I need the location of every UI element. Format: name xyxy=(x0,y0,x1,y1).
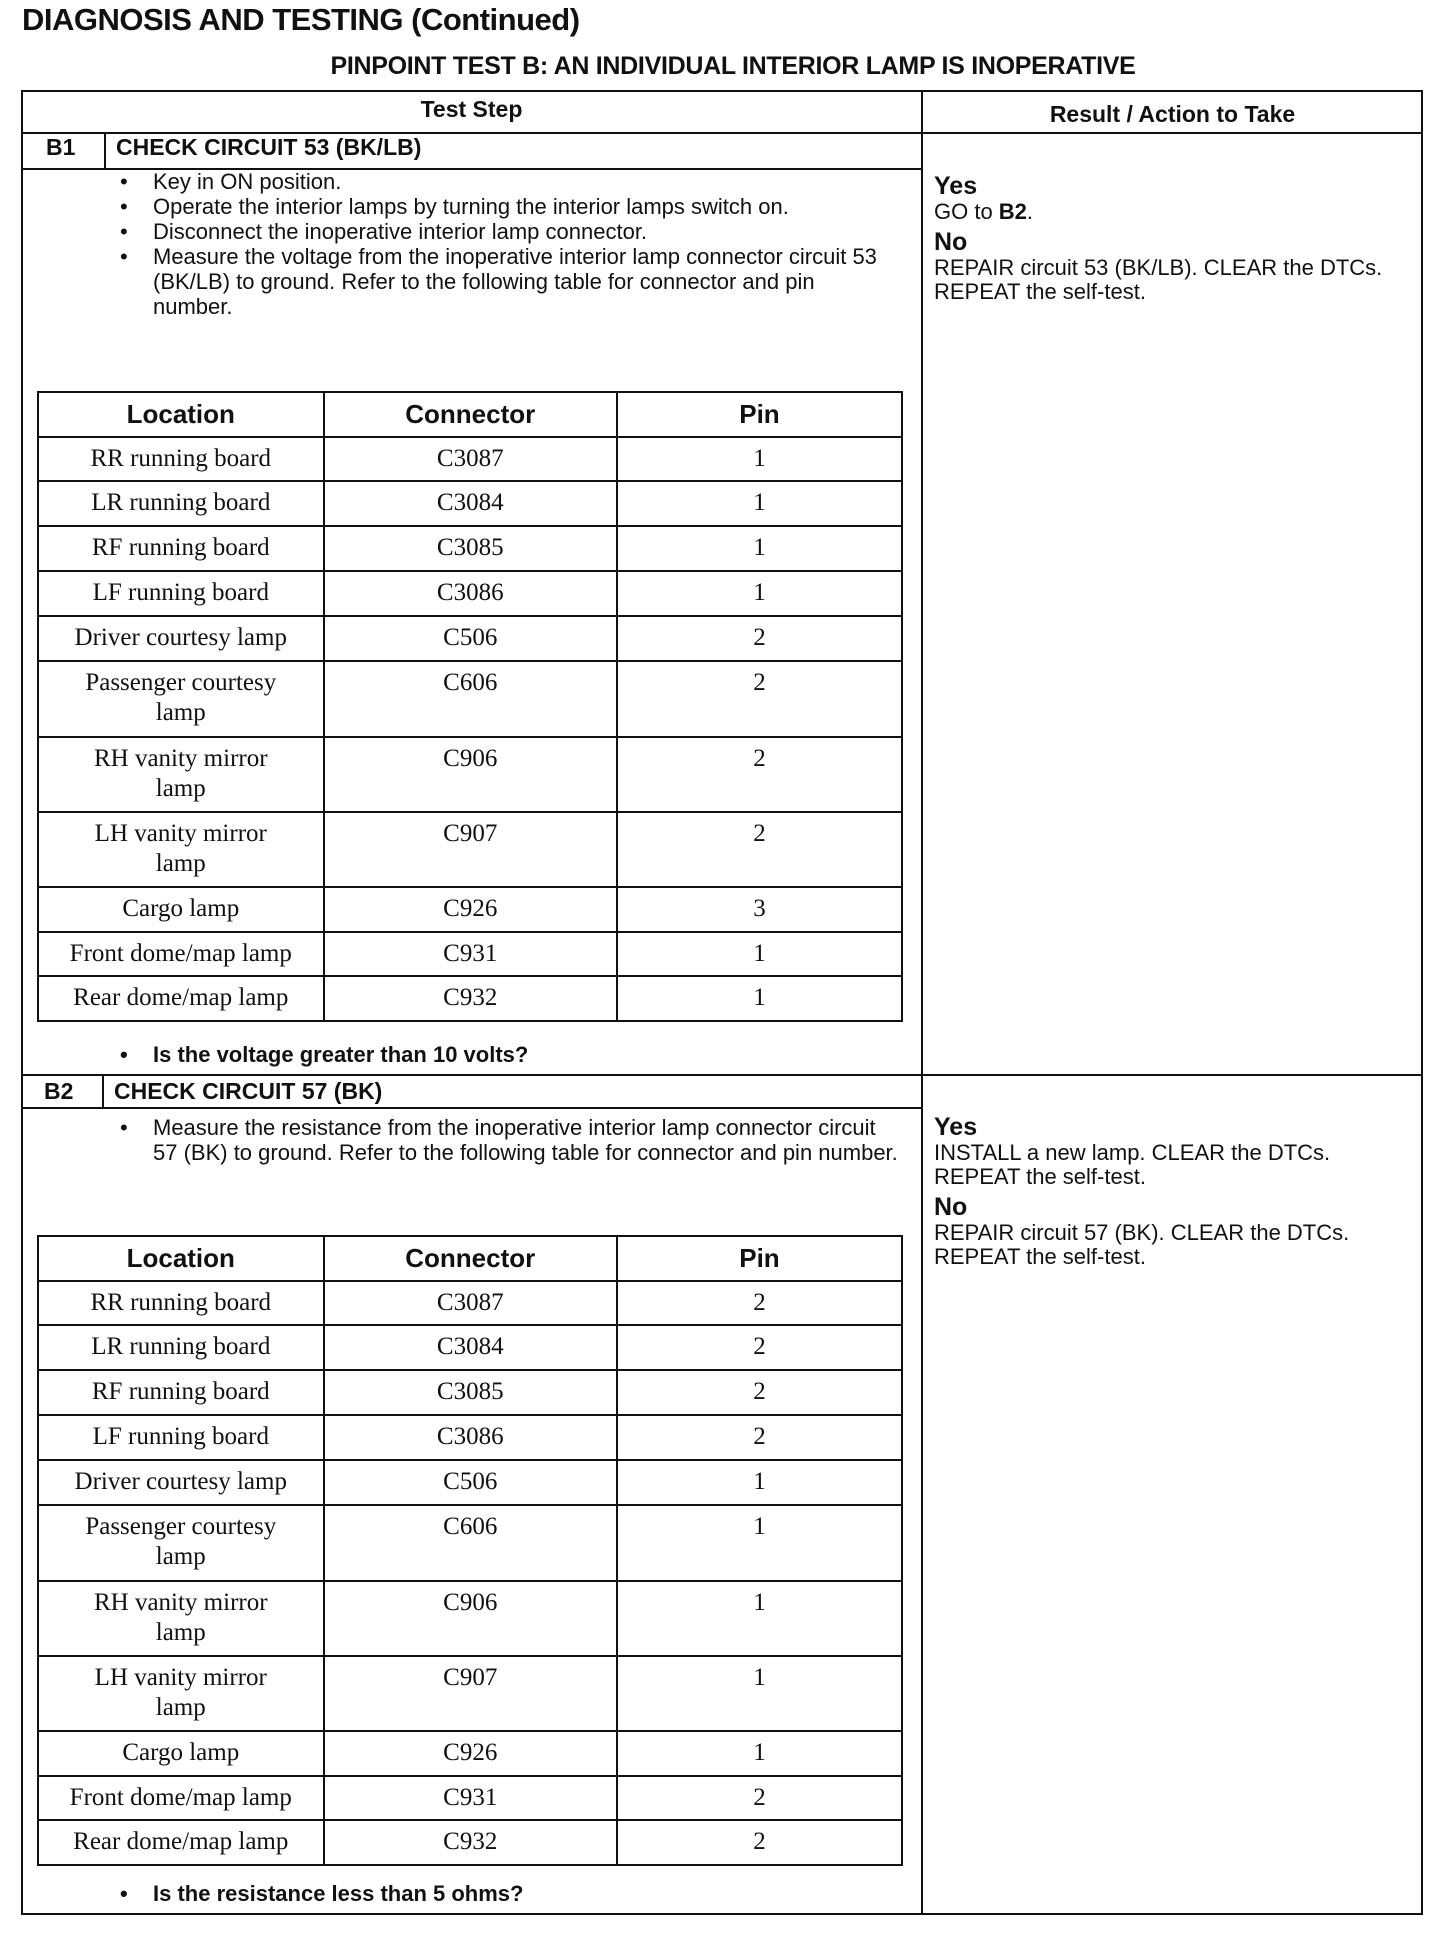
cell-connector: C907 xyxy=(324,812,617,887)
yes-label: Yes xyxy=(934,172,978,200)
instruction-bullet: • Disconnect the inoperative interior lamp connector. xyxy=(120,219,900,244)
table-row xyxy=(38,1325,902,1370)
cell-location: RF running board xyxy=(38,1370,324,1415)
table-row xyxy=(38,1460,902,1505)
cell-pin: 2 xyxy=(617,1820,902,1865)
cell-location: LR running board xyxy=(38,481,324,526)
cell-location: RF running board xyxy=(38,526,324,571)
cell-connector: C3087 xyxy=(324,1281,617,1325)
cell-pin: 2 xyxy=(617,616,902,661)
cell-pin: 2 xyxy=(617,1325,902,1370)
step-id: B2 xyxy=(44,1078,74,1104)
cell-connector: C3086 xyxy=(324,1415,617,1460)
cell-connector: C932 xyxy=(324,976,617,1021)
cell-location: LF running board xyxy=(38,1415,324,1460)
step-question: • Is the voltage greater than 10 volts? xyxy=(120,1042,528,1068)
connector-pin-table xyxy=(37,1235,903,1866)
step-title: CHECK CIRCUIT 53 (BK/LB) xyxy=(116,134,422,160)
cell-location: LH vanity mirror lamp xyxy=(38,1656,324,1731)
cell-connector: C926 xyxy=(324,887,617,932)
cell-location: LR running board xyxy=(38,1325,324,1370)
table-header-row xyxy=(38,392,902,437)
cell-pin: 1 xyxy=(617,1505,902,1581)
b2-result xyxy=(934,1113,1419,1269)
table-row xyxy=(38,1820,902,1865)
no-label: No xyxy=(934,1193,968,1221)
step-instructions xyxy=(120,1115,900,1165)
cell-pin: 1 xyxy=(617,1581,902,1656)
table-row xyxy=(38,1415,902,1460)
cell-location: Cargo lamp xyxy=(38,887,324,932)
cell-connector: C906 xyxy=(324,737,617,812)
table-row xyxy=(38,526,902,571)
table-row xyxy=(38,481,902,526)
instruction-bullet: • Key in ON position. xyxy=(120,169,900,194)
cell-connector: C606 xyxy=(324,1505,617,1581)
cell-connector: C906 xyxy=(324,1581,617,1656)
cell-connector: C3086 xyxy=(324,571,617,616)
cell-pin: 1 xyxy=(617,976,902,1021)
table-row xyxy=(38,932,902,976)
table-row xyxy=(38,661,902,737)
cell-pin: 1 xyxy=(617,437,902,481)
cell-location: RR running board xyxy=(38,1281,324,1325)
cell-pin: 1 xyxy=(617,932,902,976)
result-header: Result / Action to Take xyxy=(1049,101,1296,127)
table-row xyxy=(38,571,902,616)
cell-connector: C3085 xyxy=(324,526,617,571)
cell-connector: C926 xyxy=(324,1731,617,1776)
table-row xyxy=(38,1731,902,1776)
table-row xyxy=(38,1581,902,1656)
cell-location: RH vanity mirror lamp xyxy=(38,737,324,812)
cell-pin: 2 xyxy=(617,1281,902,1325)
cell-location: RH vanity mirror lamp xyxy=(38,1581,324,1656)
table-row xyxy=(38,1656,902,1731)
column-header-location: Location xyxy=(38,1236,324,1281)
cell-pin: 1 xyxy=(617,571,902,616)
goto-step-link: B2 xyxy=(998,199,1027,224)
cell-location: RR running board xyxy=(38,437,324,481)
page-title: DIAGNOSIS AND TESTING (Continued) xyxy=(22,2,580,37)
test-step-header: Test Step xyxy=(420,96,523,122)
no-action: REPAIR circuit 53 (BK/LB). CLEAR the DTCs. REPEAT the self-test. xyxy=(934,255,1383,304)
yes-label: Yes xyxy=(934,1113,978,1141)
yes-action xyxy=(934,200,1414,224)
cell-connector: C931 xyxy=(324,932,617,976)
b2-title-divider xyxy=(21,1107,922,1109)
table-row xyxy=(38,812,902,887)
cell-connector: C3085 xyxy=(324,1370,617,1415)
table-row xyxy=(38,887,902,932)
table-row xyxy=(38,1281,902,1325)
step-instructions xyxy=(120,169,900,319)
table-header-row xyxy=(38,1236,902,1281)
cell-connector: C3087 xyxy=(324,437,617,481)
cell-connector: C907 xyxy=(324,1656,617,1731)
instruction-bullet: • Measure the voltage from the inoperative interior lamp connector circuit 53 (BK/LB) to ground. Refer to the following table for connector and pin number. xyxy=(120,244,900,319)
no-action: REPAIR circuit 57 (BK). CLEAR the DTCs. REPEAT the self-test. xyxy=(934,1220,1350,1269)
column-header-connector: Connector xyxy=(324,392,617,437)
cell-location: Rear dome/map lamp xyxy=(38,976,324,1021)
cell-location: LH vanity mirror lamp xyxy=(38,812,324,887)
step-title: CHECK CIRCUIT 57 (BK) xyxy=(114,1078,383,1104)
cell-connector: C506 xyxy=(324,1460,617,1505)
cell-pin: 1 xyxy=(617,1656,902,1731)
b2-id-divider xyxy=(102,1074,104,1108)
cell-connector: C3084 xyxy=(324,481,617,526)
yes-action-tail: . xyxy=(1026,199,1034,224)
cell-location: Passenger courtesy lamp xyxy=(38,661,324,737)
connector-pin-table xyxy=(37,391,903,1022)
yes-action: INSTALL a new lamp. CLEAR the DTCs. REPEAT the self-test. xyxy=(934,1140,1331,1189)
yes-action-text: GO to xyxy=(934,199,999,224)
cell-pin: 1 xyxy=(617,481,902,526)
table-row xyxy=(38,437,902,481)
cell-pin: 1 xyxy=(617,1731,902,1776)
cell-connector: C606 xyxy=(324,661,617,737)
cell-location: Front dome/map lamp xyxy=(38,932,324,976)
b1-id-divider xyxy=(104,132,106,169)
cell-pin: 3 xyxy=(617,887,902,932)
cell-location: Passenger courtesy lamp xyxy=(38,1505,324,1581)
step-question: • Is the resistance less than 5 ohms? xyxy=(120,1881,523,1907)
table-row xyxy=(38,1776,902,1820)
instruction-bullet: • Operate the interior lamps by turning the interior lamps switch on. xyxy=(120,194,900,219)
step-id: B1 xyxy=(46,134,76,160)
b2-divider xyxy=(21,1074,1423,1076)
cell-location: Driver courtesy lamp xyxy=(38,616,324,661)
table-row xyxy=(38,737,902,812)
cell-pin: 2 xyxy=(617,812,902,887)
column-header-pin: Pin xyxy=(617,1236,902,1281)
b1-result xyxy=(934,172,1414,304)
pinpoint-test-title: PINPOINT TEST B: AN INDIVIDUAL INTERIOR LAMP IS INOPERATIVE xyxy=(330,52,1136,80)
cell-location: Front dome/map lamp xyxy=(38,1776,324,1820)
table-row xyxy=(38,976,902,1021)
cell-connector: C506 xyxy=(324,616,617,661)
cell-pin: 2 xyxy=(617,737,902,812)
column-header-location: Location xyxy=(38,392,324,437)
cell-location: Cargo lamp xyxy=(38,1731,324,1776)
table-row xyxy=(38,1505,902,1581)
cell-connector: C931 xyxy=(324,1776,617,1820)
column-header-connector: Connector xyxy=(324,1236,617,1281)
column-divider xyxy=(921,90,923,1915)
cell-connector: C932 xyxy=(324,1820,617,1865)
cell-location: LF running board xyxy=(38,571,324,616)
instruction-bullet: • Measure the resistance from the inoperative interior lamp connector circuit 57 (BK) to ground. Refer to the following table for connector and pin number. xyxy=(120,1115,900,1165)
no-label: No xyxy=(934,228,968,256)
cell-location: Rear dome/map lamp xyxy=(38,1820,324,1865)
cell-pin: 2 xyxy=(617,1370,902,1415)
cell-location: Driver courtesy lamp xyxy=(38,1460,324,1505)
column-header-pin: Pin xyxy=(617,392,902,437)
cell-pin: 2 xyxy=(617,1776,902,1820)
cell-pin: 2 xyxy=(617,1415,902,1460)
cell-connector: C3084 xyxy=(324,1325,617,1370)
cell-pin: 2 xyxy=(617,661,902,737)
table-row xyxy=(38,616,902,661)
table-row xyxy=(38,1370,902,1415)
cell-pin: 1 xyxy=(617,1460,902,1505)
cell-pin: 1 xyxy=(617,526,902,571)
